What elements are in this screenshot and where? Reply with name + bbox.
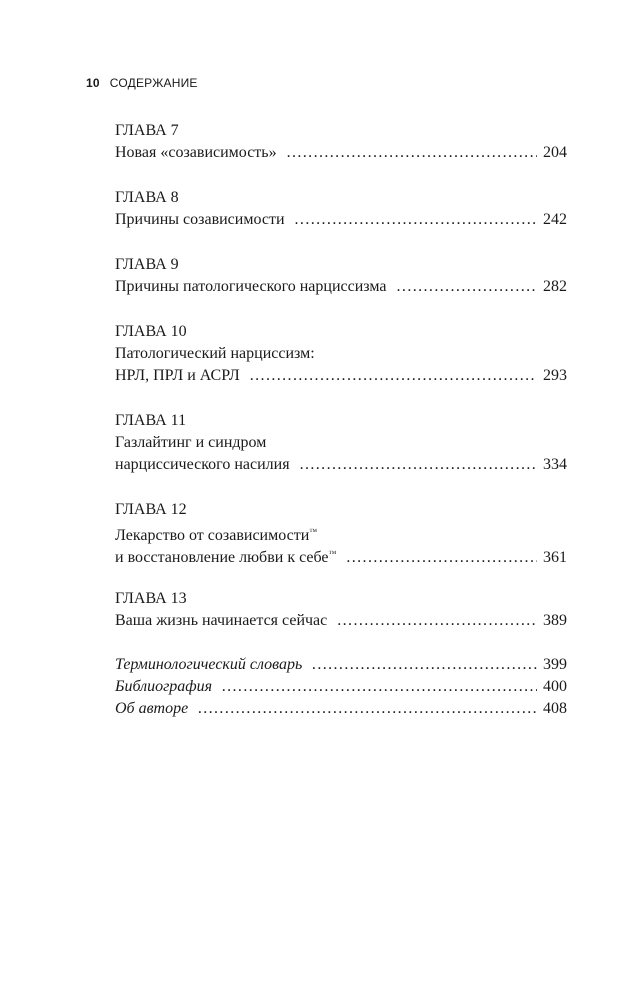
dot-leader (300, 454, 537, 476)
toc-entry-chapter-12 (115, 499, 567, 565)
toc-row-bibliography[interactable] (115, 676, 567, 698)
back-matter-title: Об авторе (115, 700, 189, 717)
toc-entry-chapter-11 (115, 410, 567, 476)
chapter-title: Новая «созависимость» (115, 144, 277, 161)
page-ref: 204 (543, 144, 567, 161)
toc-entry-chapter-8 (115, 187, 567, 231)
toc-row[interactable] (115, 276, 567, 298)
toc-entry-chapter-13 (115, 588, 567, 632)
chapter-title-line: Патологический нарциссизм: (115, 345, 315, 362)
toc-row-glossary[interactable] (115, 654, 567, 676)
chapter-title-wrap (115, 543, 336, 569)
page-ref: 293 (543, 367, 567, 384)
dot-leader (287, 142, 537, 164)
chapter-title-line: Газлайтинг и синдром (115, 434, 267, 451)
dot-leader (222, 676, 537, 698)
page-ref: 400 (543, 678, 567, 695)
chapter-title: НРЛ, ПРЛ и АСРЛ (115, 367, 240, 384)
chapter-title-line (115, 521, 567, 543)
page-ref: 282 (543, 278, 567, 295)
toc-row[interactable] (115, 209, 567, 231)
table-of-contents (115, 120, 567, 720)
toc-entry-chapter-9 (115, 254, 567, 298)
chapter-title: нарциссического насилия (115, 456, 290, 473)
toc-row[interactable] (115, 142, 567, 164)
toc-row[interactable] (115, 454, 567, 476)
toc-entry-chapter-7 (115, 120, 567, 164)
chapter-title: Ваша жизнь начинается сейчас (115, 612, 328, 629)
page-ref: 361 (543, 549, 567, 566)
toc-row-about-author[interactable] (115, 698, 567, 720)
trademark-mark: ™ (328, 549, 337, 558)
page-ref: 408 (543, 700, 567, 717)
dot-leader (346, 547, 537, 569)
running-head (86, 76, 198, 90)
back-matter-title: Терминологический словарь (115, 656, 303, 673)
chapter-label: ГЛАВА 8 (115, 189, 179, 206)
chapter-label: ГЛАВА 7 (115, 122, 179, 139)
page-ref: 389 (543, 612, 567, 629)
dot-leader (295, 209, 537, 231)
page-number: 10 (86, 76, 100, 90)
page-ref: 399 (543, 656, 567, 673)
chapter-label: ГЛАВА 12 (115, 501, 187, 518)
back-matter-title: Библиография (115, 678, 213, 695)
dot-leader (250, 365, 537, 387)
chapter-title-text: Лекарство от созависимости (115, 527, 310, 544)
section-title: СОДЕРЖАНИЕ (109, 76, 198, 90)
page-ref: 334 (543, 456, 567, 473)
trademark-mark: ™ (309, 527, 318, 536)
dot-leader (397, 276, 537, 298)
toc-row[interactable] (115, 610, 567, 632)
dot-leader (198, 698, 537, 720)
dot-leader (312, 654, 537, 676)
chapter-title: и восстановление любви к себе (115, 549, 329, 566)
chapter-label: ГЛАВА 11 (115, 412, 187, 429)
chapter-label: ГЛАВА 10 (115, 323, 187, 340)
chapter-title: Причины созависимости (115, 211, 285, 228)
toc-row[interactable] (115, 543, 567, 565)
toc-row[interactable] (115, 365, 567, 387)
toc-entry-chapter-10 (115, 321, 567, 387)
back-matter (115, 654, 567, 720)
dot-leader (337, 610, 537, 632)
chapter-label: ГЛАВА 9 (115, 256, 179, 273)
chapter-label: ГЛАВА 13 (115, 590, 187, 607)
chapter-title: Причины патологического нарциссизма (115, 278, 387, 295)
page-ref: 242 (543, 211, 567, 228)
